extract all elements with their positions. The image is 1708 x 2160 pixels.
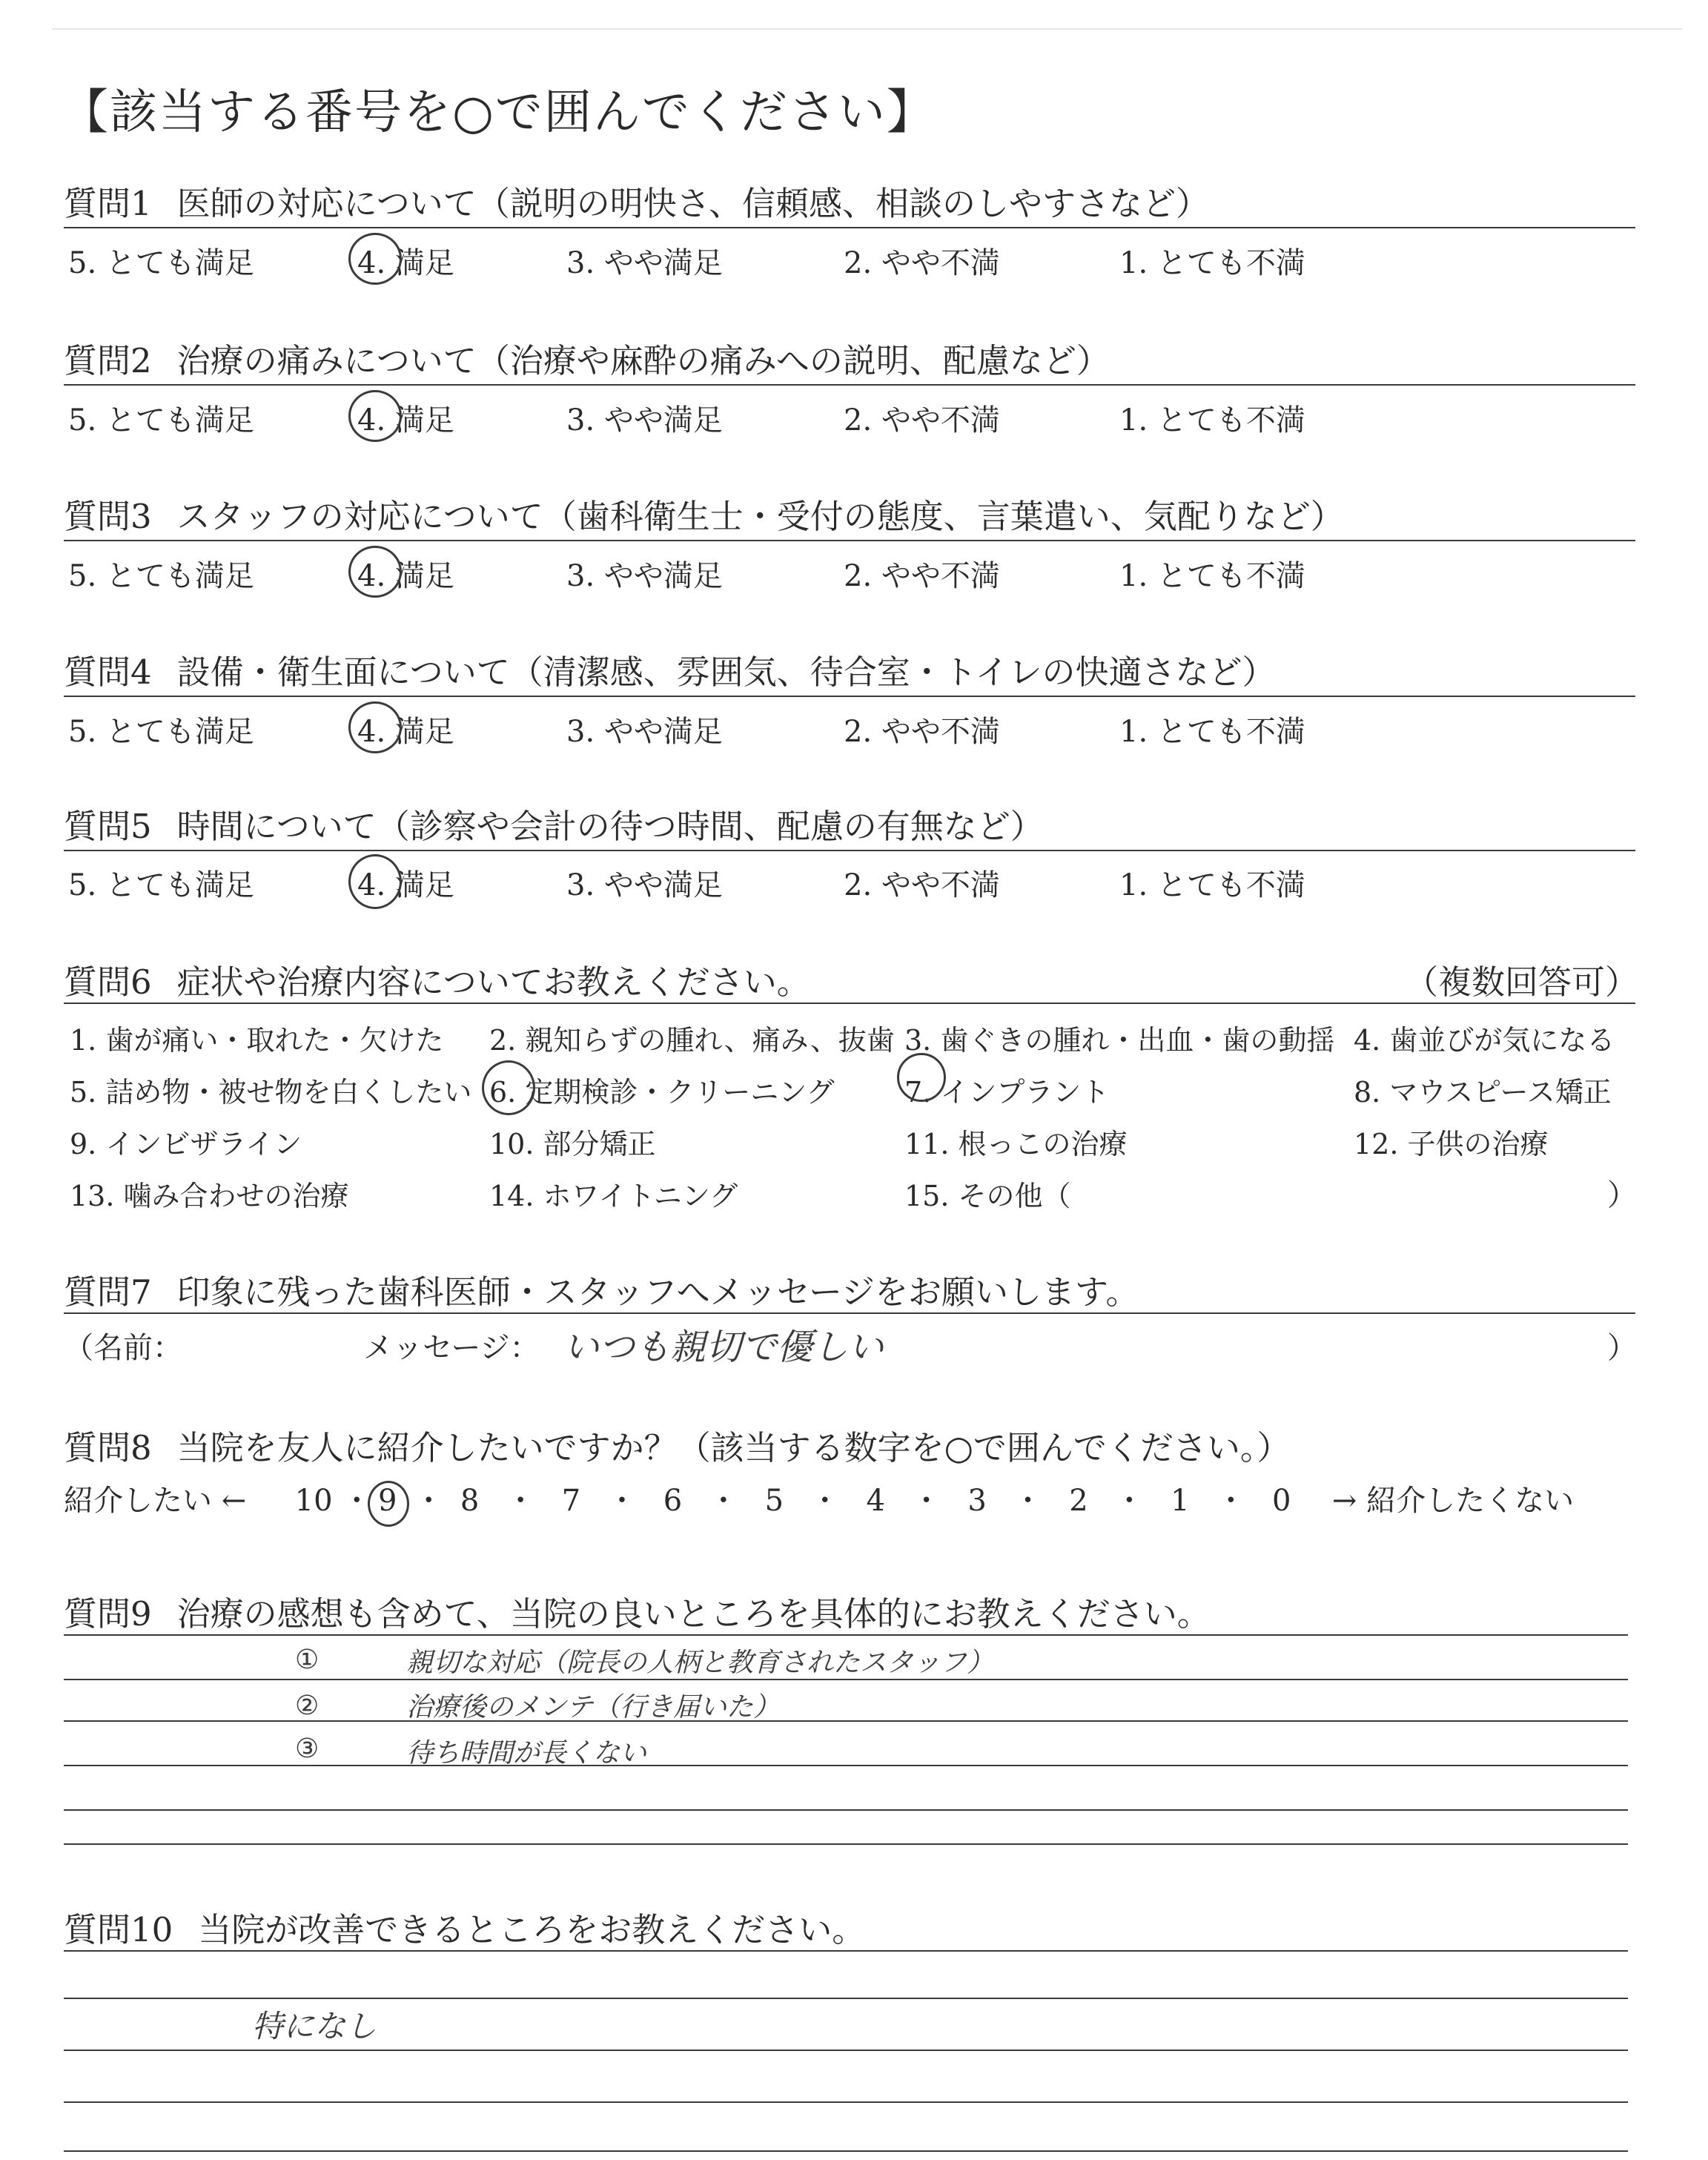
q6-option-4[interactable]: 4. 歯並びが気になる <box>1354 1024 1615 1057</box>
q4-option-3[interactable]: 3. やや満足 <box>566 715 723 749</box>
q6-option-10[interactable]: 10. 部分矯正 <box>489 1128 656 1160</box>
q8-dot: ・ <box>606 1484 637 1518</box>
q8-value-5[interactable]: 5 <box>764 1484 784 1518</box>
q5-heading <box>64 799 1044 848</box>
q10-heading <box>64 1903 865 1951</box>
q6-rule <box>64 1003 1635 1004</box>
q9-text: 治療の感想も含めて、当院の良いところを具体的にお教えください。 <box>176 1594 1211 1634</box>
q3-option-2[interactable]: 2. やや不満 <box>844 559 1000 593</box>
q5-option-1[interactable]: 1. とても不満 <box>1119 868 1305 902</box>
q3-option-5[interactable]: 5. とても満足 <box>68 559 254 593</box>
q5-selection-circle <box>348 854 402 909</box>
q4-number: 質問4 <box>64 653 152 692</box>
q9-handwritten-line-3: 待ち時間が長くない <box>406 1738 647 1768</box>
q6-multiple-answers-note: （複数回答可） <box>1404 962 1638 1002</box>
q6-selection-circle-7 <box>897 1053 946 1102</box>
q8-dot: ・ <box>810 1484 840 1518</box>
q8-value-6[interactable]: 6 <box>663 1484 683 1518</box>
q8-dot: ・ <box>911 1484 941 1518</box>
q4-rule <box>64 696 1635 697</box>
q8-number: 質問8 <box>64 1428 152 1467</box>
q5-number: 質問5 <box>64 807 152 846</box>
q3-heading <box>64 489 1344 538</box>
q10-line-5 <box>64 2150 1628 2152</box>
q6-option-11[interactable]: 11. 根っこの治療 <box>904 1128 1128 1160</box>
q8-value-9[interactable] <box>378 1484 397 1518</box>
q1-option-5[interactable]: 5. とても満足 <box>68 246 254 280</box>
q5-option-5[interactable]: 5. とても満足 <box>68 868 254 902</box>
q9-heading <box>64 1587 1211 1635</box>
q8-dot: ・ <box>342 1484 372 1518</box>
q3-text: スタッフの対応について（歯科衛生士・受付の態度、言葉遣い、気配りなど） <box>176 497 1344 536</box>
q10-text: 当院が改善できるところをお教えください。 <box>198 1910 866 1949</box>
q9-line-1 <box>64 1634 1628 1636</box>
q6-option-1[interactable]: 1. 歯が痛い・取れた・欠けた <box>70 1024 444 1057</box>
q8-value-2[interactable]: 2 <box>1069 1484 1088 1518</box>
q9-handwritten-line-1: 親切な対応（院長の人柄と教育されたスタッフ） <box>406 1648 994 1678</box>
q9-handwritten-marker-3: ③ <box>295 1734 320 1764</box>
page-title: 【該当する番号を○で囲んでください】 <box>61 85 936 140</box>
q9-handwritten-marker-2: ② <box>295 1691 320 1721</box>
q8-heading <box>64 1421 1290 1469</box>
q8-text: 当院を友人に紹介したいですか？（該当する数字を○で囲んでください。） <box>176 1428 1291 1467</box>
q6-heading <box>64 955 810 1003</box>
q2-text: 治療の痛みについて（治療や麻酔の痛みへの説明、配慮など） <box>176 341 1110 380</box>
q1-option-3[interactable]: 3. やや満足 <box>566 246 723 280</box>
q4-option-1[interactable]: 1. とても不満 <box>1119 715 1305 749</box>
q6-option-15[interactable]: 15. その他（ <box>904 1180 1071 1212</box>
q4-selection-circle <box>348 701 402 753</box>
q8-value-3[interactable]: 3 <box>967 1484 987 1518</box>
q1-selection-circle <box>348 233 402 285</box>
q3-number: 質問3 <box>64 497 152 536</box>
q2-option-3[interactable]: 3. やや満足 <box>566 403 723 437</box>
q2-option-4[interactable]: 4. 満足 <box>357 403 454 437</box>
q3-selection-circle <box>348 546 402 598</box>
q9-line-6 <box>64 1843 1628 1845</box>
q8-value-9-label: 9 <box>378 1484 397 1518</box>
q7-handwritten-message: いつも親切で優しい <box>563 1327 884 1368</box>
q8-dot: ・ <box>414 1484 444 1518</box>
q5-option-3[interactable]: 3. やや満足 <box>566 868 723 902</box>
q8-dot: ・ <box>1114 1484 1145 1518</box>
q2-option-2[interactable]: 2. やや不満 <box>844 403 1000 437</box>
q4-text: 設備・衛生面について（清潔感、雰囲気、待合室・トイレの快適さなど） <box>176 653 1276 692</box>
q6-selection-circle-6 <box>482 1060 535 1115</box>
q4-option-5[interactable]: 5. とても満足 <box>68 715 254 749</box>
q8-value-1[interactable]: 1 <box>1171 1484 1190 1518</box>
q7-message-label: メッセージ： <box>363 1331 540 1365</box>
q8-dot: ・ <box>1013 1484 1043 1518</box>
q5-text: 時間について（診察や会計の待つ時間、配慮の有無など） <box>176 807 1044 846</box>
q7-heading <box>64 1265 1139 1313</box>
q6-option-6[interactable]: 6. 定期検診・クリーニング <box>489 1076 835 1109</box>
q1-rule <box>64 227 1635 228</box>
q6-option-13[interactable]: 13. 噛み合わせの治療 <box>70 1180 349 1212</box>
q7-text: 印象に残った歯科医師・スタッフへメッセージをお願いします。 <box>176 1272 1139 1312</box>
q1-number: 質問1 <box>64 184 152 223</box>
q3-option-3[interactable]: 3. やや満足 <box>566 559 723 593</box>
q5-option-4[interactable]: 4. 満足 <box>357 868 454 902</box>
q9-handwritten-line-2: 治療後のメンテ（行き届いた） <box>406 1692 781 1723</box>
q6-option-3[interactable]: 3. 歯ぐきの腫れ・出血・歯の動揺 <box>904 1024 1335 1057</box>
q2-number: 質問2 <box>64 341 152 380</box>
q10-number: 質問10 <box>64 1910 173 1949</box>
q8-selection-circle <box>368 1481 409 1527</box>
q8-value-8[interactable]: 8 <box>460 1484 480 1518</box>
q5-rule <box>64 850 1635 851</box>
q6-option-8[interactable]: 8. マウスピース矯正 <box>1354 1076 1612 1109</box>
top-edge-rule <box>52 28 1683 30</box>
q4-option-2[interactable]: 2. やや不満 <box>844 715 1000 749</box>
q1-option-1[interactable]: 1. とても不満 <box>1119 246 1305 280</box>
q8-right-label: → 紹介したくない <box>1331 1484 1575 1518</box>
q3-option-1[interactable]: 1. とても不満 <box>1119 559 1305 593</box>
q6-option-7[interactable]: 7. インプラント <box>904 1076 1110 1109</box>
q6-option-5[interactable]: 5. 詰め物・被せ物を白くしたい <box>70 1076 472 1109</box>
q6-option-9[interactable]: 9. インビザライン <box>70 1128 302 1160</box>
q10-line-4 <box>64 2101 1628 2103</box>
q8-value-4[interactable]: 4 <box>866 1484 885 1518</box>
q8-value-0[interactable]: 0 <box>1272 1484 1291 1518</box>
q6-option-14[interactable]: 14. ホワイトニング <box>489 1180 738 1212</box>
q4-heading <box>64 645 1276 693</box>
q1-option-2[interactable]: 2. やや不満 <box>844 246 1000 280</box>
q9-line-4 <box>64 1765 1628 1766</box>
q5-option-2[interactable]: 2. やや不満 <box>844 868 1000 902</box>
q8-left-label: 紹介したい ← <box>64 1484 247 1518</box>
q7-number: 質問7 <box>64 1272 152 1312</box>
q1-heading <box>64 176 1209 225</box>
q10-handwritten-answer: 特になし <box>252 2008 377 2044</box>
q4-option-4[interactable]: 4. 満足 <box>357 715 454 749</box>
q10-line-2 <box>64 1998 1628 1999</box>
q8-dot: ・ <box>506 1484 536 1518</box>
q8-value-7[interactable]: 7 <box>561 1484 581 1518</box>
q1-option-4[interactable]: 4. 満足 <box>357 246 454 280</box>
q7-name-label: （名前： <box>64 1331 182 1365</box>
q8-dot: ・ <box>708 1484 738 1518</box>
q6-number: 質問6 <box>64 962 152 1002</box>
q1-text: 医師の対応について（説明の明快さ、信頼感、相談のしやすさなど） <box>176 184 1209 223</box>
q6-option-12[interactable]: 12. 子供の治療 <box>1354 1128 1549 1160</box>
q8-value-10[interactable]: 10 <box>294 1484 333 1518</box>
q7-rule <box>64 1312 1635 1314</box>
q3-option-4[interactable]: 4. 満足 <box>357 559 454 593</box>
q2-option-1[interactable]: 1. とても不満 <box>1119 403 1305 437</box>
q2-rule <box>64 384 1635 386</box>
q2-selection-circle <box>348 390 402 442</box>
q8-scale-row <box>64 1477 1574 1519</box>
q9-line-5 <box>64 1809 1628 1811</box>
q6-text: 症状や治療内容についてお教えください。 <box>176 962 810 1002</box>
q2-heading <box>64 334 1110 382</box>
q10-line-1 <box>64 1950 1628 1952</box>
q9-handwritten-marker-1: ① <box>295 1645 320 1675</box>
q2-option-5[interactable]: 5. とても満足 <box>68 403 254 437</box>
q8-dot: ・ <box>1216 1484 1246 1518</box>
q3-rule <box>64 540 1635 541</box>
q6-option-2[interactable]: 2. 親知らずの腫れ、痛み、抜歯 <box>489 1024 895 1057</box>
q6-other-close-paren: ） <box>1607 1178 1637 1212</box>
q9-number: 質問9 <box>64 1594 152 1634</box>
q10-line-3 <box>64 2050 1628 2051</box>
q7-close-paren: ） <box>1607 1331 1637 1365</box>
